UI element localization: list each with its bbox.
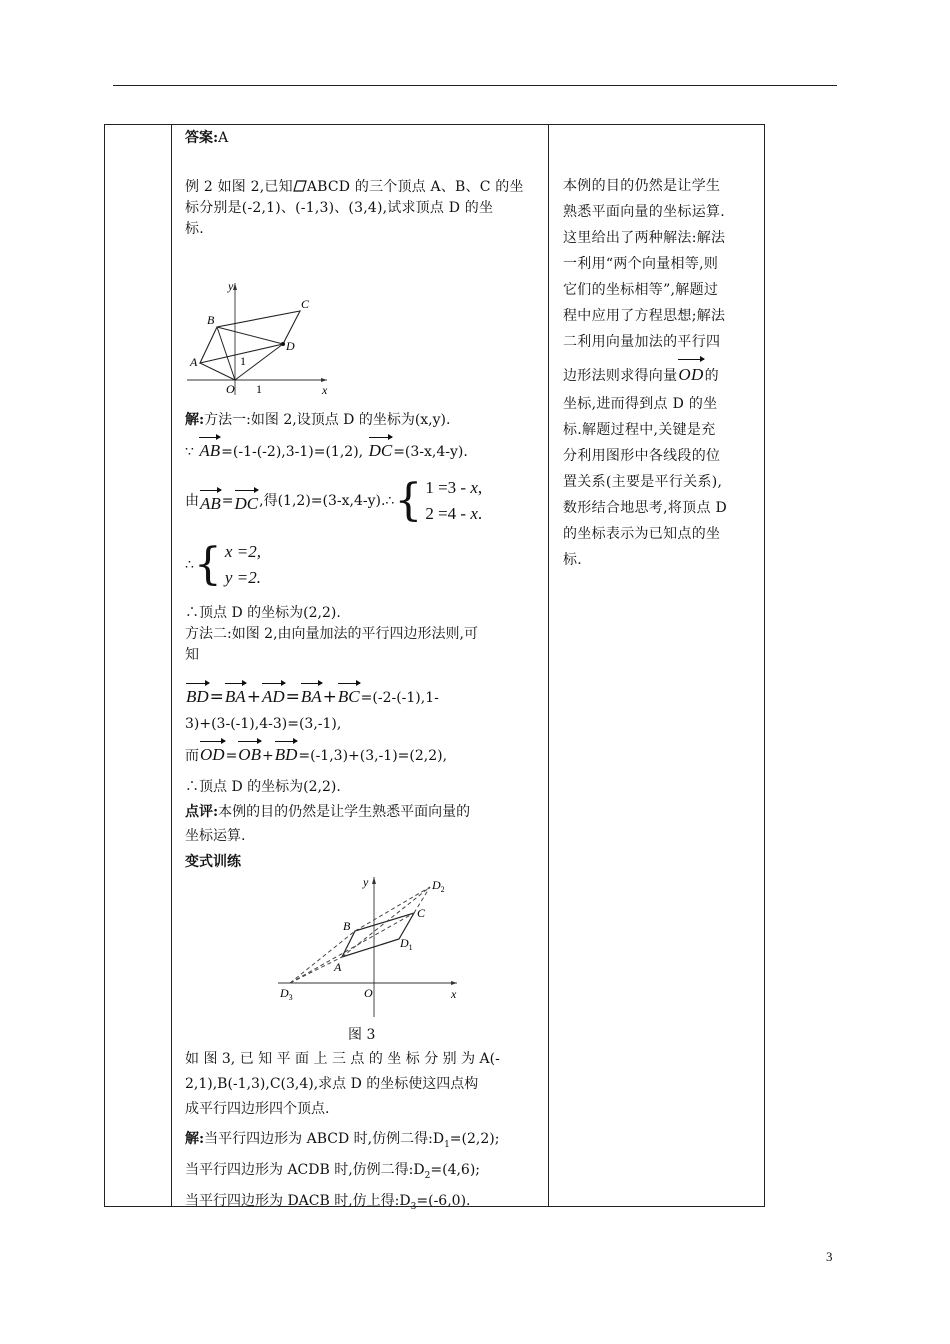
vector-dc-2: DC [235, 488, 259, 514]
solution2-line2: 知 [185, 647, 199, 663]
answer-value: A [218, 130, 229, 146]
example2-line1b: ABCD 的三个顶点 A、B、C 的坐 [306, 179, 524, 195]
fig3-caption: 图 3 [348, 1027, 376, 1043]
page-number: 3 [826, 1249, 833, 1264]
comment-line1: 点评:本例的目的仍然是让学生熟悉平面向量的 [185, 804, 471, 820]
vector-dc: DC [369, 435, 393, 461]
solution2-line5: 而OD=OB+BD=(-1,3)+(3,-1)=(2,2), [185, 739, 447, 767]
parallelogram-icon [293, 180, 307, 192]
solution3-line1: 解:当平行四边形为 ABCD 时,仿例二得$:D_1=(2,2)$; [185, 1131, 500, 1150]
solution2-line4: 3)+(3-(-1),4-3)=(3,-1), [185, 716, 342, 732]
solution3-line3: 当平行四边形为 DACB 时,仿上得$:D_3=(-6,0)$. [185, 1192, 471, 1212]
solution3-line2: 当平行四边形为 ACDB 时,仿例二得$:D_2=(4,6)$; [185, 1161, 481, 1181]
lesson-table [104, 124, 765, 1212]
problem-line1: 如 图 3, 已 知 平 面 上 三 点 的 坐 标 分 别 为 A(- [185, 1051, 500, 1067]
solution2-line1: 方法二:如图 2,由向量加法的平行四边形法则,可 [185, 626, 478, 642]
solution3 [185, 1127, 547, 1219]
solution1-line3: 由 AB = DC ,得(1,2)=(3-x,4-y).∴ { 1 =3 - x, 2 =4 - x. [185, 475, 483, 526]
equation-system-2: { x =2, y =2. [193, 539, 261, 590]
fig3-b-label: B [343, 919, 351, 933]
problem-line2: 2,1),B(-1,3),C(3,4),求点 D 的坐标使这四点构 [185, 1076, 479, 1092]
fig3-d1-label: $D_1$ [400, 936, 413, 952]
fig2-x-label: x [322, 383, 328, 397]
figure-3 [270, 875, 470, 1021]
solution1-line1: 解:方法一:如图 2,设顶点 D 的坐标为(x,y). [185, 412, 451, 428]
solution2-result: ∴顶点 D 的坐标为(2,2). [185, 779, 341, 795]
fig2-tick-x1: 1 [256, 382, 262, 396]
fig2-tick-y1: 1 [240, 354, 246, 368]
comment-line2: 坐标运算. [185, 828, 246, 844]
example2-line1: 例 2 如图 2,已知 [185, 179, 293, 195]
fig2-b-label: B [207, 313, 215, 327]
solution2-line3: BD=BA+AD=BA+BC=(-2-(-1),1- [185, 681, 439, 709]
fig3-x-label: x [451, 987, 457, 1001]
fig2-a-label: A [190, 355, 198, 369]
example2-text [185, 177, 547, 240]
fig3-d3-label: $D_3$ [280, 986, 293, 1002]
fig2-o-label: O [226, 382, 235, 396]
fig3-y-label: y [363, 875, 369, 889]
equation-system-1: { 1 =3 - x, 2 =4 - x. [394, 475, 483, 526]
fig3-o-label: O [364, 986, 373, 1000]
example2-line2: 标分别是(-2,1)、(-1,3)、(3,4),试求顶点 D 的坐 [185, 200, 494, 216]
variant-problem [185, 1049, 547, 1120]
notes-vector-od: OD [678, 357, 703, 388]
solution1-result: ∴顶点 D 的坐标为(2,2). [185, 605, 341, 621]
notes-vector-line: 边形法则求得向量OD的 [563, 357, 752, 389]
fig2-d-label: D [286, 339, 295, 353]
fig3-d2-label: $D_2$ [432, 878, 445, 894]
problem-line3: 成平行四边形四个顶点. [185, 1101, 330, 1117]
vector-ab-2: AB [200, 488, 221, 514]
fig3-a-label: A [334, 960, 342, 974]
fig2-y-label: y [228, 279, 234, 293]
solution1-line2: ∵ AB=(-1-(-2),3-1)=(1,2), DC=(3-x,4-y). [185, 435, 468, 463]
header-rule [113, 85, 837, 86]
solution1-line4: ∴ { x =2, y =2. [185, 539, 261, 590]
vector-ab: AB [199, 435, 220, 461]
answer-label: 答案: [185, 130, 219, 146]
table-col-divider-1 [171, 125, 172, 1206]
answer-line [185, 128, 228, 149]
figure-2 [182, 273, 332, 399]
example2-line3: 标. [185, 221, 204, 237]
notes-cell: 本例的目的仍然是让学生 熟悉平面向量的坐标运算. 这里给出了两种解法:解法 一利用“两个向量相等,则 它们的坐标相等”,解题过 程中应用了方程思想;解法 二利用向量加法的平行四 边形法则求得向量OD的 坐标,进而得到点 D 的坐 标.解题过程中,关键是充 分利用图形中各线段的位 置关系(主要是平行关系), 数形结合地思考,将顶点 D 的坐标表示为已知点的坐 标. [560, 173, 752, 573]
table-col-divider-2 [548, 125, 549, 1206]
variant-title: 变式训练 [185, 854, 241, 870]
fig2-c-label: C [301, 297, 310, 311]
fig3-c-label: C [417, 906, 426, 920]
